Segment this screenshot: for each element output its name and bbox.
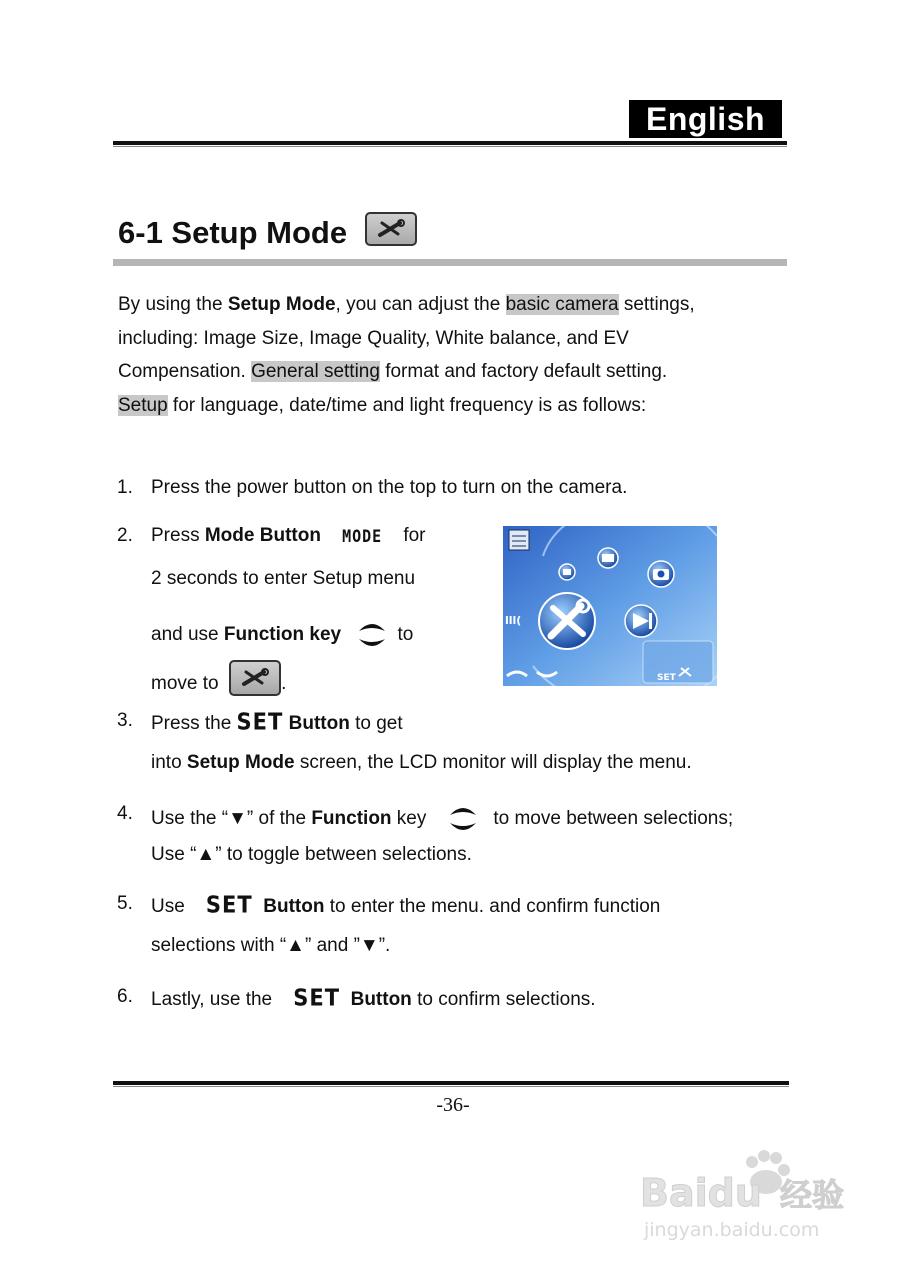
step-number: 1. — [117, 477, 133, 498]
title-rule — [113, 259, 787, 266]
lcd-setup-menu-image — [503, 526, 717, 686]
highlight-setup: Setup — [118, 394, 168, 416]
set-button-icon: SET — [293, 984, 341, 1012]
highlight-general-setting: General setting — [251, 361, 380, 382]
step-number: 5. — [117, 893, 133, 914]
step-number: 4. — [117, 803, 133, 824]
footer-rule — [113, 1081, 789, 1085]
page-title — [118, 215, 417, 251]
set-button-icon: SET — [205, 891, 253, 919]
function-key-updown-icon — [448, 803, 478, 835]
svg-text:lll(: lll( — [505, 614, 522, 627]
watermark-url: jingyan.baidu.com — [644, 1219, 820, 1241]
watermark-cn: 经验 — [780, 1176, 845, 1214]
set-button-icon: SET — [236, 708, 284, 736]
up-arrow-icon: ▲ — [286, 935, 305, 956]
intro-line-2: including: Image Size, Image Quality, White balance, and EV — [118, 327, 629, 349]
intro-line-1: By using the Setup Mode, you can adjust the basic camera settings, — [118, 294, 695, 315]
lcd-set-label: SET — [657, 673, 676, 683]
page-title-text: 6-1 Setup Mode — [118, 215, 348, 250]
intro-line-4: Setup for language, date/time and light frequency is as follows: — [118, 394, 647, 416]
watermark-brand: Baidu — [640, 1171, 762, 1215]
down-arrow-icon: ▼ — [359, 935, 379, 956]
footer-rule-thin — [113, 1086, 789, 1087]
step-text: Press the power button on the top to turn on the camera. — [151, 477, 628, 498]
step-number: 2. — [117, 525, 133, 546]
header-rule-thin — [113, 146, 787, 147]
setup-mode-icon — [229, 660, 281, 696]
highlight-basic-camera: basic camera — [505, 294, 619, 315]
mode-button-icon: MODE — [342, 525, 383, 547]
page-number: -36- — [436, 1094, 470, 1116]
header-rule — [113, 141, 787, 145]
language-tab — [629, 100, 782, 138]
step-number: 3. — [117, 710, 133, 731]
baidu-watermark — [640, 1148, 870, 1248]
function-key-updown-icon — [357, 619, 387, 651]
intro-paragraph — [118, 288, 778, 422]
intro-line-3: Compensation. General setting format and factory default setting. — [118, 361, 668, 382]
step-number: 6. — [117, 986, 133, 1007]
up-arrow-icon: ▲ — [196, 844, 216, 865]
step-text-line-1: Press Mode Button MODE for — [151, 525, 426, 547]
setup-mode-icon — [365, 212, 417, 246]
down-arrow-icon: ▼ — [228, 808, 247, 830]
language-tab-label: English — [645, 100, 766, 137]
